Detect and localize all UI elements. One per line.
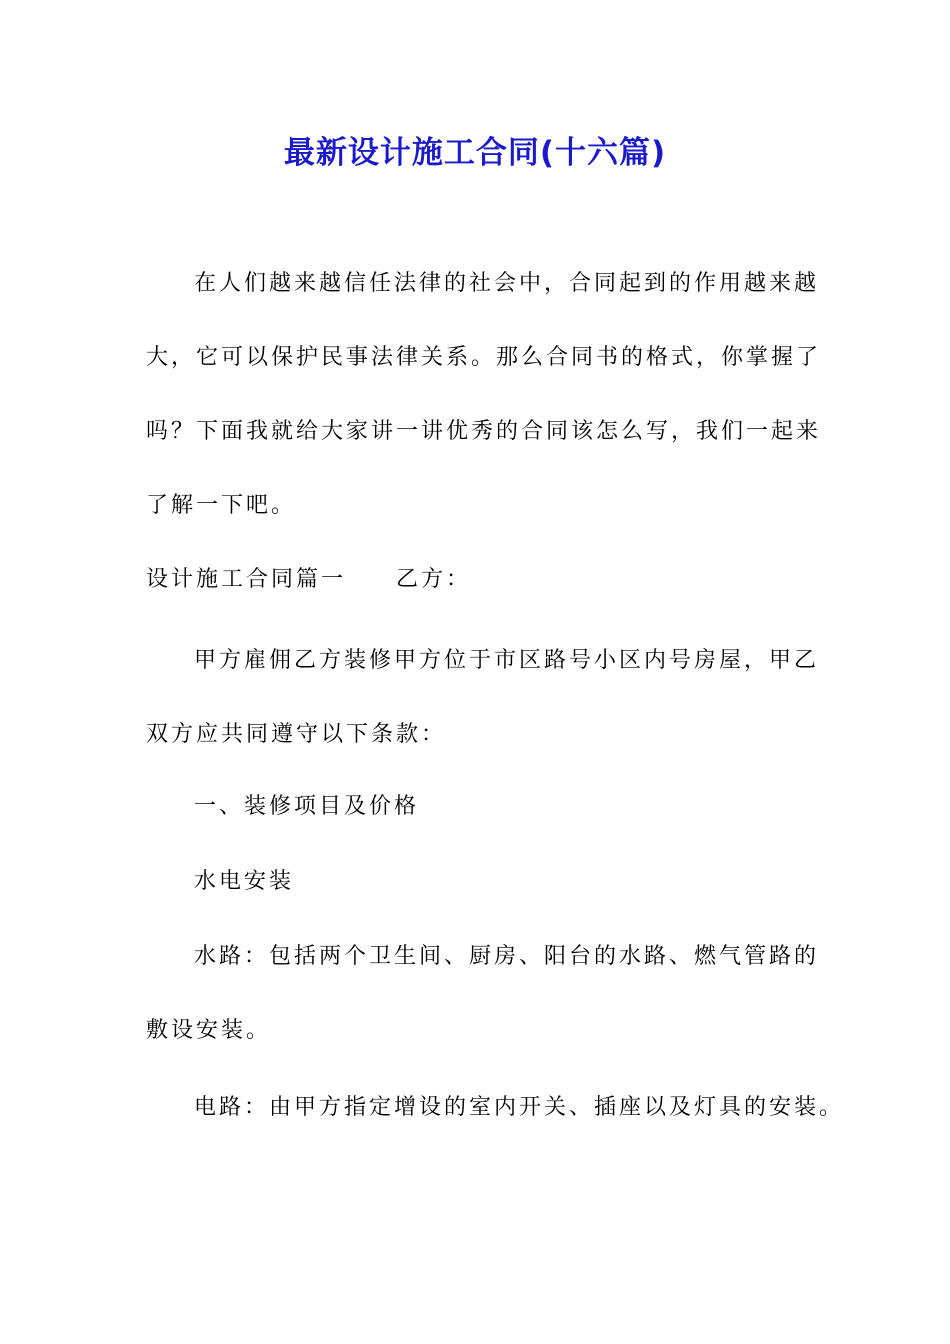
section-heading-row: [146, 543, 810, 617]
sub-heading-row: [146, 845, 810, 919]
electric-line: 电路：由甲方指定增设的室内开关、插座以及灯具的安装。: [194, 1095, 845, 1120]
water-line: 水路：包括两个卫生间、厨房、阳台的水路、燃气管路的: [194, 944, 820, 969]
intro-line: 了解一下吧。: [146, 493, 297, 518]
water-line: 敷设安装。: [146, 1018, 272, 1043]
intro-line: 大，它可以保护民事法律关系。那么合同书的格式，你掌握了: [146, 345, 822, 370]
intro-paragraph: [146, 247, 822, 543]
party-b-label: 乙方：: [396, 567, 472, 592]
clause-paragraph: [146, 624, 820, 772]
intro-line: 在人们越来越信任法律的社会中，合同起到的作用越来越: [194, 271, 820, 296]
item-heading-row: [146, 770, 810, 844]
sub-heading: 水电安装: [194, 869, 295, 894]
water-paragraph: [146, 920, 820, 1068]
document-title: 最新设计施工合同(十六篇): [283, 135, 667, 171]
clause-line: 双方应共同遵守以下条款：: [146, 722, 447, 747]
electric-paragraph: [146, 1071, 845, 1145]
item-heading: 一、装修项目及价格: [194, 794, 420, 819]
section-heading: 设计施工合同篇一: [146, 567, 347, 592]
clause-line: 甲方雇佣乙方装修甲方位于市区路号小区内号房屋，甲乙: [194, 648, 820, 673]
intro-line: 吗？下面我就给大家讲一讲优秀的合同该怎么写，我们一起来: [146, 419, 822, 444]
